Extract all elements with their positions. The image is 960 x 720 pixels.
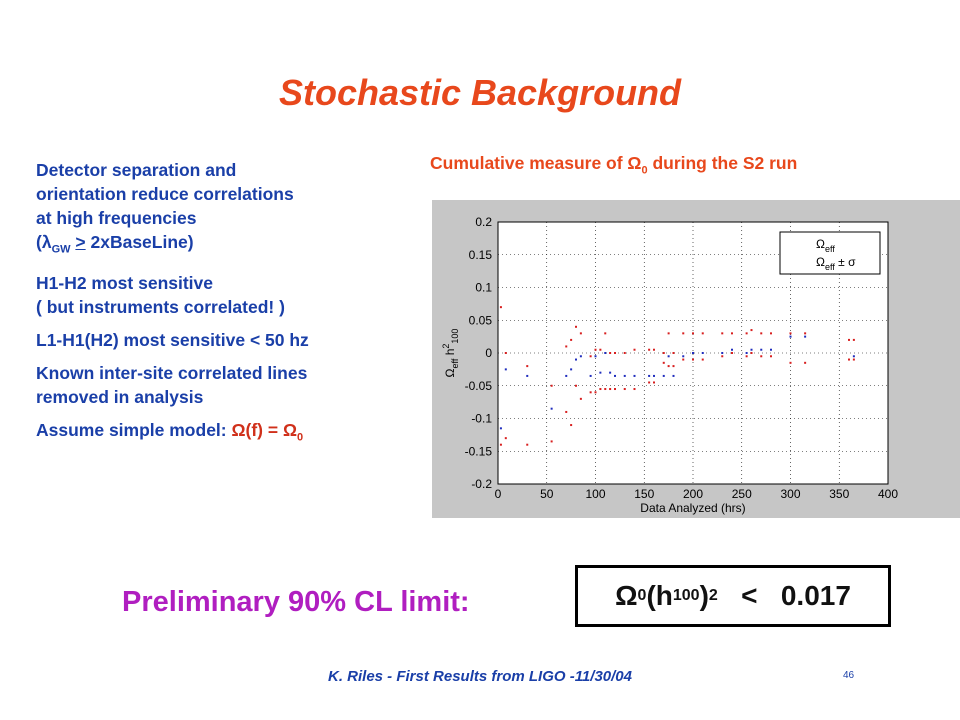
data-point-lower [668, 365, 670, 367]
data-point-eff [790, 336, 792, 338]
data-point-upper [648, 349, 650, 351]
data-point-lower [570, 424, 572, 426]
y-tick-label: 0 [485, 346, 492, 360]
bullet-list [36, 158, 426, 458]
data-point-upper [692, 332, 694, 334]
bullet-simple-model: Assume simple model: $\Omega(f) = \Omega_0$ [36, 419, 304, 443]
data-point-upper [526, 365, 528, 367]
bullet-correlated-lines: Known inter-site correlated lines removed in analysis [36, 362, 308, 407]
data-point-lower [505, 437, 507, 439]
data-point-lower [692, 359, 694, 361]
data-point-eff [565, 375, 567, 377]
data-point-eff [751, 349, 753, 351]
data-point-eff [673, 375, 675, 377]
y-tick-label: 0.05 [468, 313, 492, 328]
data-point-lower [595, 391, 597, 393]
data-point-upper [804, 332, 806, 334]
data-point-lower [565, 411, 567, 413]
data-point-lower [648, 381, 650, 383]
legend-entry: $\Omega_{eff} \pm \sigma$ [816, 255, 856, 272]
x-tick-label: 200 [682, 487, 704, 501]
data-point-lower [751, 352, 753, 354]
data-point-lower [663, 362, 665, 364]
data-point-lower [804, 362, 806, 364]
data-point-upper [604, 332, 606, 334]
slide-title: Stochastic Background [278, 72, 682, 113]
data-point-upper [790, 332, 792, 334]
data-point-eff [500, 427, 502, 429]
data-point-upper [580, 332, 582, 334]
page-number: 46 [843, 670, 855, 681]
data-point-lower [614, 388, 616, 390]
data-point-eff [505, 368, 507, 370]
data-point-eff [760, 349, 762, 351]
data-point-lower [526, 444, 528, 446]
x-tick-label: 250 [731, 487, 752, 501]
x-tick-label: 0 [494, 487, 502, 501]
x-tick-label: 50 [540, 487, 554, 501]
data-point-eff [595, 355, 597, 357]
data-point-eff [682, 355, 684, 357]
data-point-upper [590, 355, 592, 357]
data-point-eff [609, 372, 611, 374]
footer: K. Riles - First Results from LIGO -11/30/04 [328, 668, 632, 685]
x-tick-label: 150 [634, 487, 655, 501]
data-point-eff [804, 336, 806, 338]
data-point-lower [624, 388, 626, 390]
data-point-lower [760, 355, 762, 357]
data-point-lower [746, 355, 748, 357]
data-point-eff [653, 375, 655, 377]
data-point-upper [565, 345, 567, 347]
data-point-upper [551, 385, 553, 387]
data-point-eff [570, 368, 572, 370]
data-point-lower [721, 355, 723, 357]
data-point-upper [702, 332, 704, 334]
data-point-lower [702, 359, 704, 361]
data-point-lower [580, 398, 582, 400]
chart-caption: Cumulative measure of $\Omega_0$ during the S2 run [430, 153, 798, 177]
data-point-eff [575, 359, 577, 361]
chart-panel [432, 200, 960, 518]
data-point-eff [604, 352, 606, 354]
data-point-eff [580, 355, 582, 357]
data-point-lower [853, 359, 855, 361]
y-tick-label: -0.1 [471, 411, 492, 426]
data-point-upper [673, 352, 675, 354]
data-point-upper [751, 329, 753, 331]
data-point-lower [673, 365, 675, 367]
data-point-upper [770, 332, 772, 334]
data-point-upper [575, 326, 577, 328]
data-point-eff [614, 375, 616, 377]
data-point-upper [663, 352, 665, 354]
data-point-upper [570, 339, 572, 341]
data-point-upper [853, 339, 855, 341]
data-point-upper [634, 349, 636, 351]
data-point-upper [731, 332, 733, 334]
y-tick-label: -0.05 [464, 378, 492, 393]
data-point-eff [746, 352, 748, 354]
x-tick-label: 100 [585, 487, 606, 501]
data-point-lower [682, 359, 684, 361]
data-point-lower [770, 355, 772, 357]
data-point-lower [731, 352, 733, 354]
data-point-lower [604, 388, 606, 390]
data-point-upper [682, 332, 684, 334]
y-axis-label: $\Omega_{eff}$ $h^2_{100}$ [441, 328, 460, 378]
data-point-eff [590, 375, 592, 377]
y-tick-label: 0.1 [475, 280, 492, 295]
data-point-upper [595, 349, 597, 351]
y-tick-label: 0.15 [468, 247, 492, 262]
data-point-upper [746, 332, 748, 334]
x-tick-label: 350 [829, 487, 850, 501]
omega-scatter-chart [432, 200, 960, 518]
data-point-eff [853, 355, 855, 357]
data-point-lower [634, 388, 636, 390]
data-point-eff [721, 352, 723, 354]
data-point-eff [526, 375, 528, 377]
data-point-upper [721, 332, 723, 334]
y-tick-label: 0.2 [475, 215, 492, 229]
data-point-lower [599, 388, 601, 390]
x-axis-label: Data Analyzed (hrs) [640, 501, 746, 515]
y-tick-label: -0.2 [471, 477, 492, 491]
data-point-upper [609, 352, 611, 354]
y-tick-label: -0.15 [464, 444, 492, 459]
data-point-upper [500, 306, 502, 308]
data-point-upper [760, 332, 762, 334]
data-point-lower [790, 362, 792, 364]
limit-box: Ω 0 (h 100 ) 2 < 0.017 [575, 565, 891, 627]
bullet-detector-separation: Detector separation and orientation reduce correlations at high frequencies ($\lambda_{GW}$ > 2xBaseLine) [36, 160, 294, 256]
data-point-eff [634, 375, 636, 377]
data-point-eff [551, 408, 553, 410]
data-point-eff [663, 375, 665, 377]
x-tick-label: 300 [780, 487, 801, 501]
data-point-eff [624, 375, 626, 377]
data-point-lower [848, 359, 850, 361]
limit-label: Preliminary 90% CL limit: [122, 586, 470, 618]
data-point-upper [614, 352, 616, 354]
data-point-eff [692, 352, 694, 354]
data-point-upper [848, 339, 850, 341]
data-point-eff [702, 352, 704, 354]
data-point-upper [599, 349, 601, 351]
data-point-eff [770, 349, 772, 351]
data-point-eff [599, 372, 601, 374]
data-point-upper [624, 352, 626, 354]
bullet-l1-h1: L1-H1(H2) most sensitive < 50 hz [36, 329, 309, 350]
data-point-lower [500, 444, 502, 446]
data-point-lower [575, 385, 577, 387]
bullet-h1-h2: H1-H2 most sensitive ( but instruments correlated! ) [36, 272, 285, 317]
data-point-lower [551, 440, 553, 442]
legend-entry: $\Omega_{eff}$ [816, 237, 835, 254]
data-point-eff [668, 355, 670, 357]
x-tick-label: 400 [877, 487, 899, 501]
data-point-lower [590, 391, 592, 393]
data-point-upper [653, 349, 655, 351]
data-point-lower [653, 381, 655, 383]
data-point-eff [731, 349, 733, 351]
data-point-upper [668, 332, 670, 334]
lambda-symbol: λ [41, 232, 52, 252]
data-point-eff [648, 375, 650, 377]
data-point-lower [609, 388, 611, 390]
data-point-upper [505, 352, 507, 354]
